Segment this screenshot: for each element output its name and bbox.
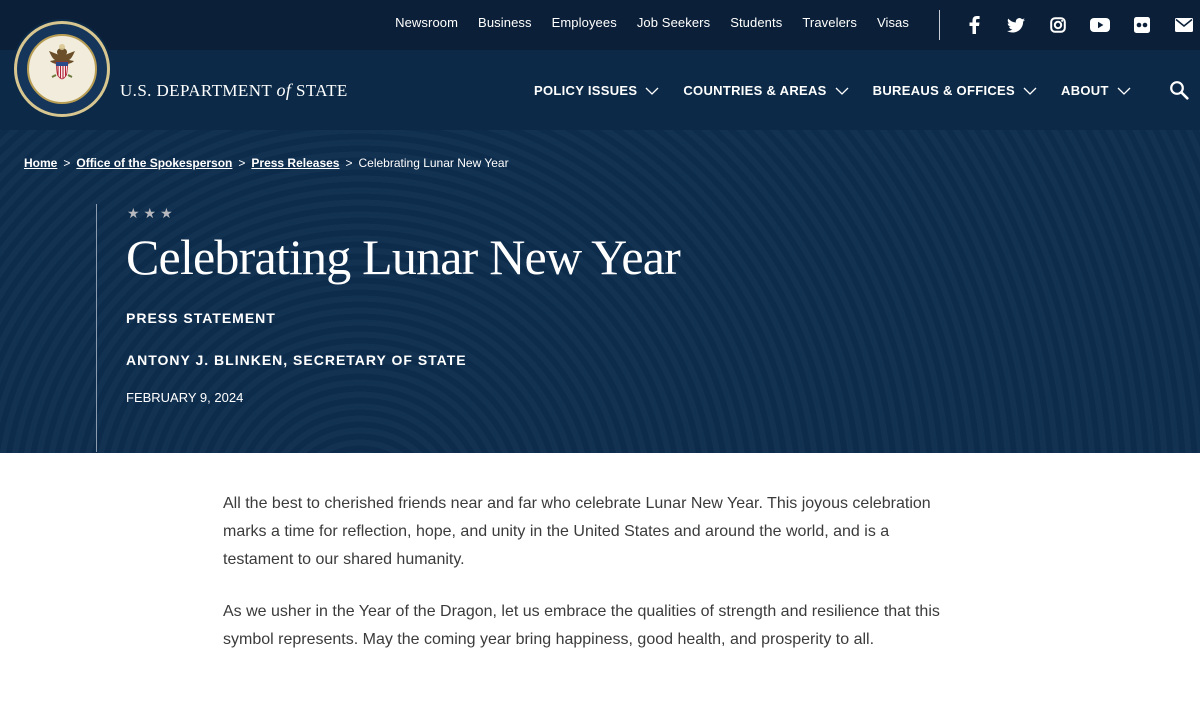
utility-link-employees[interactable]: Employees [551,15,617,30]
utility-nav [395,15,909,30]
primary-nav [534,83,1131,98]
social-links [962,13,1196,37]
flickr-icon[interactable] [1130,13,1154,37]
brand-text-post: STATE [291,81,348,100]
nav-label: BUREAUS & OFFICES [872,83,1015,98]
breadcrumb-current: Celebrating Lunar New Year [358,156,509,170]
department-seal[interactable] [14,21,110,117]
breadcrumb-separator: > [63,156,71,170]
utility-link-business[interactable]: Business [478,15,532,30]
utility-link-job-seekers[interactable]: Job Seekers [636,15,711,30]
breadcrumb [24,156,509,170]
utility-link-travelers[interactable]: Travelers [802,15,857,30]
hero-vertical-rule [96,204,97,452]
brand-text-pre: U.S. DEPARTMENT [120,81,277,100]
chevron-down-icon [645,87,659,95]
email-icon[interactable] [1172,13,1196,37]
breadcrumb-press-releases[interactable]: Press Releases [251,156,340,170]
instagram-icon[interactable] [1046,13,1070,37]
breadcrumb-office-spokesperson[interactable]: Office of the Spokesperson [76,156,233,170]
utility-divider [939,10,940,40]
utility-link-newsroom[interactable]: Newsroom [395,15,459,30]
article-type: PRESS STATEMENT [126,310,276,326]
article-paragraph: As we usher in the Year of the Dragon, let us embrace the qualities of strength and resilience that this symbol represents. May the coming year bring happiness, good health, and prosperity to all. [223,603,940,648]
search-icon[interactable] [1169,80,1189,100]
utility-link-students[interactable]: Students [730,15,783,30]
article-body [223,490,963,678]
chevron-down-icon [835,87,849,95]
article-date: FEBRUARY 9, 2024 [126,390,244,405]
site-brand[interactable] [120,80,348,101]
nav-policy-issues[interactable] [534,83,659,98]
article-paragraph: All the best to cherished friends near and far who celebrate Lunar New Year. This joyous celebration marks a time for reflection, hope, and unity in the United States and around the world, and is a testament to our shared humanity. [223,495,931,568]
page-title: Celebrating Lunar New Year [126,229,681,285]
chevron-down-icon [1023,87,1037,95]
nav-bureaus-offices[interactable] [873,83,1037,98]
eagle-icon [39,42,85,88]
breadcrumb-separator: > [238,156,246,170]
utility-link-visas[interactable]: Visas [876,15,909,30]
nav-countries-areas[interactable] [683,83,848,98]
brand-text-of: of [276,80,292,100]
stars-ornament: ★★★ [127,205,177,221]
utility-bar [0,0,1200,50]
nav-about[interactable] [1061,83,1131,98]
breadcrumb-home[interactable]: Home [24,156,58,170]
breadcrumb-separator: > [345,156,353,170]
chevron-down-icon [1117,87,1131,95]
article-author: ANTONY J. BLINKEN, SECRETARY OF STATE [126,352,467,368]
nav-label: ABOUT [1061,83,1109,98]
facebook-icon[interactable] [962,13,986,37]
youtube-icon[interactable] [1088,13,1112,37]
nav-label: COUNTRIES & AREAS [683,83,827,98]
twitter-icon[interactable] [1004,13,1028,37]
nav-label: POLICY ISSUES [534,83,638,98]
